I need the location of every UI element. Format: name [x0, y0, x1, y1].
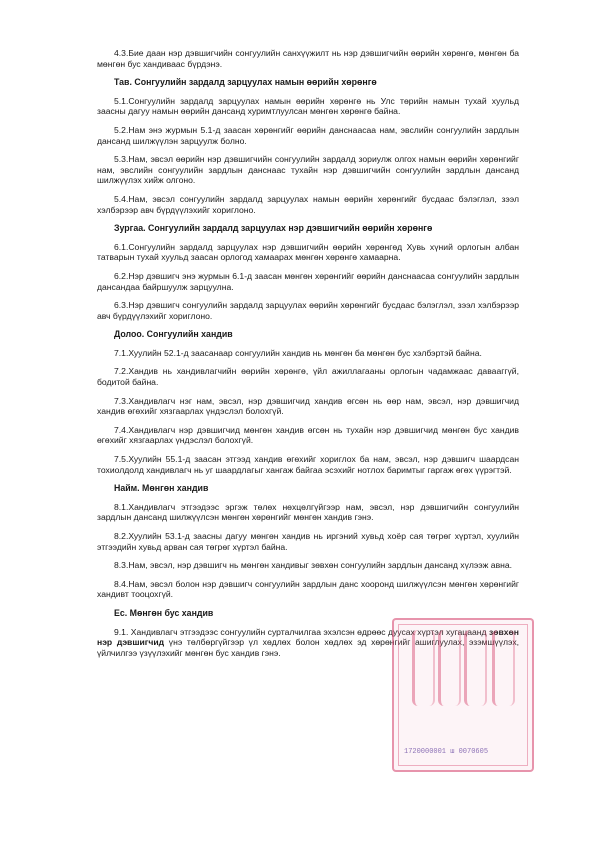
- official-stamp: [392, 618, 534, 772]
- paragraph: 4.3.Бие даан нэр дэвшигчийн сонгуулийн санхүүжилт нь нэр дэвшигчийн өөрийн хөрөнгө, мөнгөн ба мөнгөн бус хандиваас бүрдэнэ.: [97, 48, 519, 69]
- paragraph: 7.5.Хуулийн 55.1-д заасан этгээд хандив өгөхийг хориглох ба нам, эвсэл, нэр дэвшигч шаардсан тохиолдолд хандивлагч нь уг шаардлагыг хангаж байгаа эсэхийг нотлох баримтыг гаргаж өгөх үүрэгтэй.: [97, 454, 519, 475]
- stamp-script-glyphs: [408, 630, 518, 710]
- section-heading: Долоо. Сонгуулийн хандив: [114, 329, 233, 340]
- section-heading: Ес. Мөнгөн бус хандив: [114, 607, 214, 618]
- paragraph: 6.1.Сонгуулийн зардалд зарцуулах нэр дэвшигчийн өөрийн хөрөнгөд Хувь хүний орлогын албан татварын тухай хуульд заасан орлогод хамаарах мөнгөн хөрөнгө хамаарна.: [97, 241, 519, 263]
- paragraph-emphasis: зөвхөн нэр дэвшигчид: [97, 626, 519, 648]
- paragraph: 8.2.Хуулийн 53.1-д заасны дагуу мөнгөн хандив нь иргэний хувьд хоёр сая төгрөг хүртэл, хуулийн этгээдийн хувьд арван сая төгрөг хүртэл байна.: [97, 531, 519, 552]
- section-heading: Найм. Мөнгөн хандив: [114, 483, 209, 494]
- paragraph: 5.4.Нам, эвсэл сонгуулийн зардалд зарцуулах намын өөрийн хөрөнгийг бусдаас бэлэглэл, зээл хэлбэрээр авч бүрдүүлэхийг хориглоно.: [97, 193, 519, 215]
- paragraph: 7.1.Хуулийн 52.1-д заасанаар сонгуулийн хандив нь мөнгөн ба мөнгөн бус хэлбэртэй байна.: [114, 347, 482, 358]
- paragraph: 8.3.Нам, эвсэл, нэр дэвшигч нь мөнгөн хандивыг зөвхөн сонгуулийн зардлын дансанд хүлээж авна.: [114, 560, 513, 571]
- section-heading: Зургаа. Сонгуулийн зардалд зарцуулах нэр дэвшигчийн өөрийн хөрөнгө: [114, 223, 433, 234]
- paragraph: 8.1.Хандивлагч этгээдээс эргэж төлөх нөхцөлгүйгээр нам, эвсэл, нэр дэвшигчийн сонгуулийн зардлын дансанд шилжүүлсэн мөнгөн хөрөнгийг мөнгөн хандив гэнэ.: [97, 501, 519, 523]
- paragraph: 5.1.Сонгуулийн зардалд зарцуулах намын өөрийн хөрөнгө нь Улс төрийн намын тухай хуульд заасны дагуу намын өөрийн дансанд хуримтлуулсан мөнгөн хөрөнгө байна.: [97, 95, 519, 117]
- paragraph: 5.3.Нам, эвсэл өөрийн нэр дэвшигчийн сонгуулийн зардалд зориулж олгох намын өөрийн хөрөнгийг нам, эвслийн сонгуулийн зардлын данснаас тухайн нэр дэвшигчийн сонгуулийн зардлын дансанд шилжүүлэх хийж олгоно.: [97, 154, 519, 186]
- stamp-serial-number: 1720000001 ш 0070605: [404, 748, 489, 756]
- section-heading: Тав. Сонгуулийн зардалд зарцуулах намын өөрийн хөрөнгө: [114, 77, 377, 88]
- paragraph-text: үнэ төлбөргүйгээр үл хөдлөх болон хөдлөх эд хөрөнгийг ашиглуулах, эзэмшүүлэх, үйлчилгээ үзүүлэхийг мөнгөн бус хандив гэнэ.: [97, 637, 520, 658]
- paragraph: 8.4.Нам, эвсэл болон нэр дэвшигч сонгуулийн зардлын данс хооронд шилжүүлсэн мөнгөн хөрөнгийг хандивт тооцохгүй.: [97, 578, 519, 600]
- paragraph: 7.2.Хандив нь хандивлагчийн өөрийн хөрөнгө, үйл ажиллагааны орлогын чадамжаас давааггүй, бодитой байна.: [97, 366, 519, 388]
- paragraph: 6.3.Нэр дэвшигч сонгуулийн зардалд зарцуулах өөрийн хөрөнгийг бусдаас бэлэглэл, зээл хэлбэрээр авч бүрдүүлэхийг хориглоно.: [97, 300, 519, 321]
- paragraph: 7.4.Хандивлагч нэр дэвшигчид мөнгөн хандив өгсөн нь тухайн нэр дэвшигчид мөнгөн бус хандив өгөхийг хязгаарлах үндэслэл болохгүй.: [97, 424, 519, 446]
- paragraph: 5.2.Нам энэ журмын 5.1-д заасан хөрөнгийг өөрийн данснаасаа нам, эвслийн сонгуулийн зардлын дансанд шилжүүлэн зарцуулж болно.: [97, 124, 519, 146]
- paragraph: 6.2.Нэр дэвшигч энэ журмын 6.1-д заасан мөнгөн хөрөнгийг өөрийн данснаасаа сонгуулийн зардлын дансандаа байршуулж зарцуулна.: [97, 270, 519, 292]
- paragraph-text: 9.1. Хандивлагч этгээдээс сонгуулийн сурталчилгаа эхэлсэн өдрөөс дуусах хүртэл хугацаанд: [114, 626, 489, 637]
- paragraph: 7.3.Хандивлагч нэг нам, эвсэл, нэр дэвшигчид хандив өгсөн нь өөр нам, эвсэл, нэр дэвшигчид хандив өгөхийг хязгаарлах үндэслэл болохгүй.: [97, 395, 519, 417]
- document-body: [97, 48, 519, 666]
